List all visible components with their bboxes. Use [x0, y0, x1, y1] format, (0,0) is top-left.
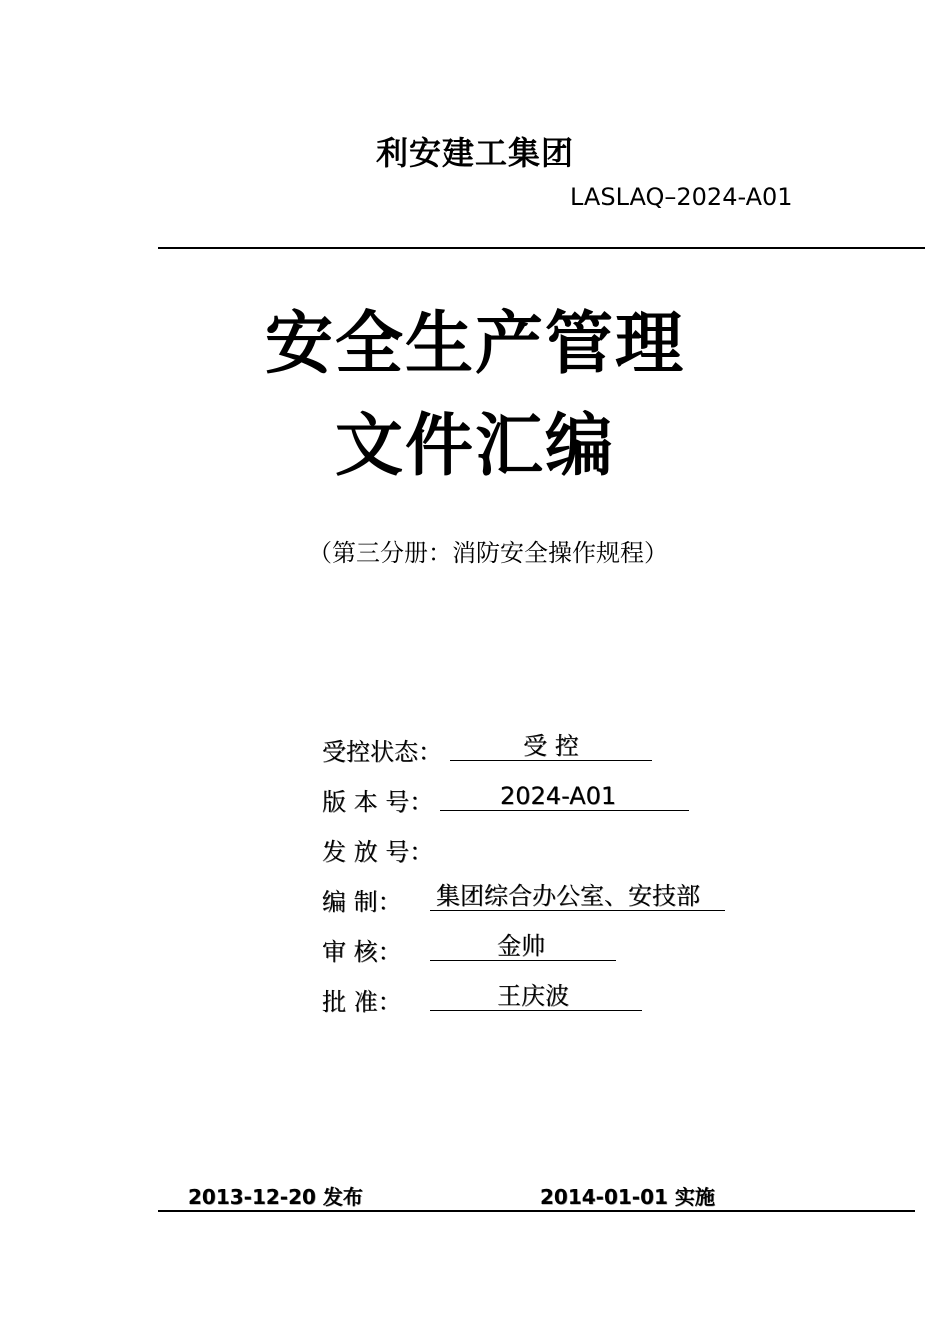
version-label: 版 本 号：: [322, 788, 434, 816]
document-title-line1: 安全生产管理: [264, 305, 685, 384]
approved-by-value: 王庆波: [430, 982, 642, 1011]
bottom-divider: [158, 1210, 915, 1212]
volume-subtitle: （第三分册：消防安全操作规程）: [308, 539, 668, 567]
approved-by-label: 批 准：: [322, 988, 402, 1016]
compiled-by-value: 集团综合办公室、安技部: [430, 882, 725, 911]
version-value: 2024-A01: [440, 782, 689, 811]
issue-number-label: 发 放 号：: [322, 838, 434, 866]
document-title-line2: 文件汇编: [334, 407, 615, 486]
top-divider: [158, 247, 925, 249]
company-name: 利安建工集团: [375, 134, 574, 172]
issue-number-value: [430, 832, 440, 860]
control-status-value: 受 控: [450, 732, 652, 761]
publish-date: 2013-12-20 发布: [188, 1185, 363, 1209]
effective-date: 2014-01-01 实施: [540, 1185, 715, 1209]
reviewed-by-value: 金帅: [430, 932, 616, 961]
control-status-label: 受控状态：: [322, 738, 442, 766]
compiled-by-label: 编 制：: [322, 888, 402, 916]
reviewed-by-label: 审 核：: [322, 938, 402, 966]
document-number: LASLAQ–2024-A01: [570, 183, 793, 211]
